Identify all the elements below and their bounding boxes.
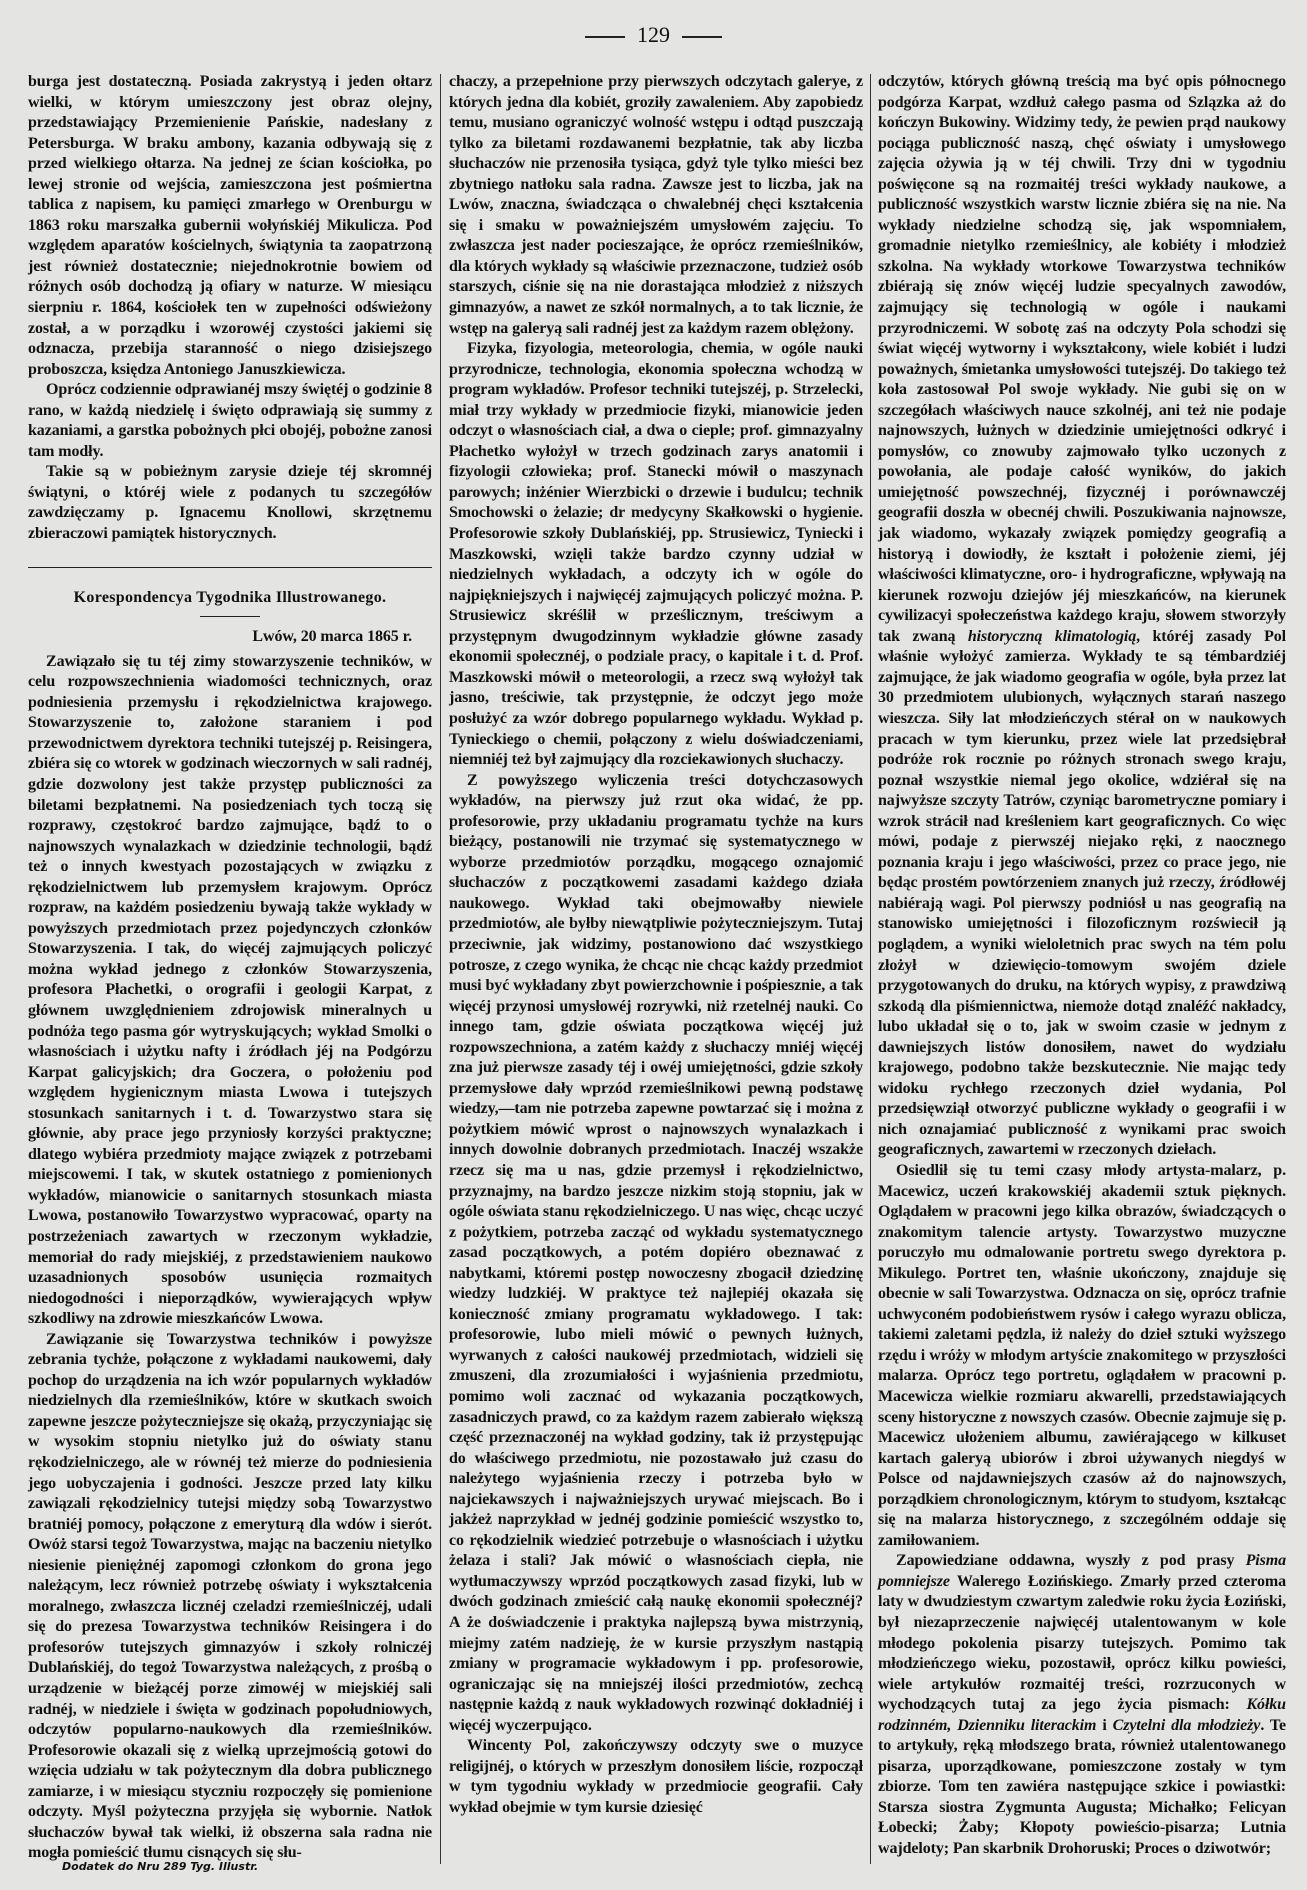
paragraph-text: Zawiązanie się Towarzystwa techników i powyższe zebrania tychże, połączone z wykładami naukowemi, dały pochop do urządzenia na ich wzór popularnych wykładów niedzielnych dla rzemieślników, które w skutkach swoich zapewne jeszcze pożyteczniejsze się okażą, przyczyniając się w wysokim stopniu nietylko już do oświaty stanu rękodzielniczego, ale w równéj też mierze do podniesienia jego uobyczajenia i godności. Jeszcze przed laty kilku zawiązali rękodzielnicy tutejsi między sobą Towarzystwo bratniéj pomocy, połączone z emeryturą dla wdów i sierót. Owóż starsi tegoż Towarzystwa, mając na baczeniu nietylko niesienie pieniężnéj zapomogi członkom do grona jego należącym, lecz również potrzebę oświaty i wykształcenia moralnego, zwłaszcza licznéj czeladzi rzemieślniczéj, udali się do prezesa Towarzystwa techników Reisingera i do profesorów tutejszych gimnazyów i szkoły rolniczéj Dublańskiéj, do tegoż Towarzystwa należących, z prośbą o urządzenie w bieżącéj porze zimowéj w miejskiéj sali radnéj, w niedziele i święta w godzinach popołudniowych, odczytów popularno-naukowych dla rzemieślników. Profesorowie okazali się z wielką uprzejmością gotowi do wzięcia udziału w tak pożytecznym dla dobra publicznego zamiarze, i w miesiącu styczniu rozpoczęły się pomienione odczyty. Myśl pożyteczna przyjęła się wybornie. Natłok słuchaczów bywał tak wielki, iż obszerna sala radna nie mogła pomieścić tłumu cisnących się słu-	[28, 1330, 432, 1862]
paragraph-text: Zawiązało się tu téj zimy stowarzyszenie techników, w celu rozpowszechnienia wiadomości technicznych, oraz podniesienia przemysłu i rękodzielnictwa krajowego. Stowarzyszenie to, założone staraniem i pod przewodnictwem dyrektora techniki tutejszéj p. Reisingera, zbiéra się co wtorek w godzinach wieczornych w sali radnéj, gdzie dozwolony jest także przystęp publiczności za biletami bezpłatnemi. Na posiedzeniach tych toczą się rozprawy, częstokroć bardzo zajmujące, bądź to o najnowszych wynalazkach w dziedzinie technologii, bądź też o innych kwestyach pozostających w związku z rękodzielnictwem lub przemysłem krajowym. Oprócz rozpraw, na każdém posiedzeniu bywają także wykłady w powyższych przedmiotach przez pojedynczych członków Stowarzyszenia. I tak, do więcéj zajmujących policzyć można wykład jednego z członków Stowarzyszenia, profesora Płachetki, o orografii i geologii Karpat, z głównem uwzględnieniem zdrojowisk mineralnych u podnóża tego pasma gór wytryskujących; wykład Smolki o własnościach i użytku nafty i źródłach jéj na Podgórzu Karpat galicyjskich; dra Goczera, o położeniu pod względem hygienicznym miasta Lwowa i tutejszych stosunkach sanitarnych i t. d. Towarzystwo stara się głównie, aby prace jego przyniosły korzyści praktyczne; dlatego wybiéra przedmioty mające związek z potrzebami miejscowemi. I tak, w skutek ostatniego z pomienionych wykładów, mianowicie o sanitarnych stosunkach miasta Lwowa, postanowiło Towarzystwo wypracować, oparty na postrzeżeniach zawartych w rzeczonym wykładzie, memoriał do rady miejskiéj, z przedstawieniem naukowo uzasadnionych sposobów usunięcia rozmaitych niedogodności i nieporządków, wywierających wpływ szkodliwy na zdrowie mieszkańców Lwowa.	[28, 652, 432, 1328]
article-paragraph	[28, 652, 432, 1330]
column-middle	[449, 72, 863, 1818]
article-paragraph	[28, 1330, 432, 1864]
article-paragraph	[449, 339, 863, 770]
column-rule	[440, 74, 441, 1864]
paragraph-text: Walerego Łozińskiego. Zmarły przed czteroma laty w dwudziestym czwartym zaledwie roku życia Łoziński, był niezaprzeczenie najwięcéj utalentowanym w kole młodego pokolenia pisarzy tutejszych. Pomimo tak młodzieńczego wieku, pozostawił, oprócz kilku powieści, wiele artykułów rozmaitéj treści, rozrzuconych w wychodzących tutaj za jego życia pismach:	[878, 1572, 1286, 1714]
dateline: Lwów, 20 marca 1865 r.	[252, 628, 412, 646]
paragraph-text: Oprócz codziennie odprawianéj mszy świętéj o godzinie 8 rano, w każdą niedzielę i święto odprawiają się summy z kazaniami, a garstka pobożnych płci obojéj, pobożne zanosi tam modły.	[28, 381, 433, 460]
article-paragraph	[449, 72, 863, 339]
italic-title: historyczną klimatologią	[967, 627, 1137, 645]
article-paragraph	[878, 72, 1286, 1161]
paragraph-text: Takie są w pobieżnym zarysie dzieje téj skromnéj świątyni, o któréj wiele z podanych tu szczegółów zawdzięczamy p. Ignacemu Knollowi, skrzętnemu zbieraczowi pamiątek historycznych.	[28, 463, 432, 543]
paragraph-text: . Te to artykuły, ręką młodszego brata, również utalentowanego pisarza, uporządkowane, pomieszczone zostały w tym zbiorze. Tom ten zawiéra następujące szkice i powiastki: Starsza siostra Zygmunta Augusta; Michałko; Felicyan Łobecki; Żaby; Kłopoty powieścio-pisarza; Lutnia wajdeloty; Pan skarbnik Drohoruski; Proces o dziwotwór;	[878, 1716, 1286, 1858]
section-heading: Korespondencya Tygodnika Illustrowanego.	[73, 588, 387, 606]
paragraph-text: odczytów, których główną treścią ma być opis północnego podgórza Karpat, wzdłuż całego pasma od Szlązka aż do kończyn Bukowiny. Widzimy tedy, że pewien prąd naukowy pociąga publiczność naszą, chęć oświaty i umysłowego zajęcia ożywia ją w téj chwili. Trzy dni w tygodniu poświęcone są na rozmaitéj treści wykłady naukowe, a publiczność wszystkich warstw licznie zbiéra się na nie. Na wykłady niedzielne schodzą się, jak wspomniałem, gromadnie nietylko rzemieślnicy, ale kobiéty i młodzież szkolna. Na wykłady wtorkowe Towarzystwa techników zbiérają się znów więcéj ludzie specyalnych zawodów, zajmujący się technologią w ogóle i naukami przyrodniczemi. W sobotę zaś na odczyty Pola schodzi się świat więcéj wytworny i wykształcony, wiele kobiét i ludzi poważnych, śmietanka umysłowości tutejszéj. Do takiego też koła zastosował Pol swoje wykłady. Nie gubi się on w szczegółach właściwych nauce szkolnéj, ani też nie podaje najnowszych, łużnych w dziedzinie umiejętności odkryć i pomysłów, co znowuby zajmowało tylko uczonych z powołania, ale podaje całość wyników, do jakich umiejętność powszechnéj, fizycznéj i porównawczéj geografii doszła w obecnéj chwili. Poszukiwania najnowsze, jak wiadomo, wykazały związek pomiędzy geografią a historyą i dowiodły, że kształt i położenie ziemi, jéj właściwości klimatyczne, oro- i hydrograficzne, wpływają na kierunek rozwoju dziejów jéj mieszkańców, na kierunek cywilizacyi społeczeństwa każdego kraju, słowem stworzyły tak zwaną	[878, 73, 1286, 645]
column-rule	[870, 74, 871, 1864]
paragraph-text: Zapowiedziane oddawna, wyszły z pod prasy	[896, 1552, 1246, 1570]
page-number-text: 129	[637, 22, 670, 47]
paragraph-text: chaczy, a przepełnione przy pierwszych odczytach galerye, z których jedna dla kobiét, groziły zawaleniem. Aby zapobiedz temu, musiano ograniczyć wolność wstępu i odtąd puszczają tylko za biletami rozdawanemi bezpłatnie, tak aby liczba słuchaczów nie przenosiła tysiąca, gdyż tyle tylko mieści bez zbytniego natłoku sala radna. Zawsze jest to liczba, jak na Lwów, znaczna, świadcząca o chwalebnéj chęci kształcenia się i smaku w poważniejszém umysłowém zajęciu. To zwłaszcza jest nader pocieszające, że oprócz rzemieślników, dla których wykłady są właściwie przeznaczone, tudzież osób starszych, ciśnie się na nie dorastająca młodzież z niższych gimnazyów, a nawet ze szkół normalnych, a to tak licznie, że wstęp na galeryą sali radnéj jest za każdym razem oblężony.	[449, 73, 863, 337]
column-right	[878, 72, 1286, 1860]
article-paragraph	[28, 380, 432, 462]
article-paragraph	[28, 462, 432, 544]
paragraph-text: Z powyższego wyliczenia treści dotychczasowych wykładów, na pierwszy już rzut oka widać, że pp. profesorowie, przy układaniu programatu tychże na kurs bieżący, postanowili nie trzymać się systematycznego w wyborze przedmiotów porządku, mogącego oznajomić słuchaczów z początkowemi zasadami każdego działa naukowego. Wykład taki obejmowałby niewiele przedmiotów, ale byłby niewątpliwie pożyteczniejszym. Tutaj przeciwnie, jak widzimy, postanowiono dać wszystkiego potrosze, z czego wynika, że chcąc nie chcąc każdy przedmiot musi być wykładany zbyt powierzchownie i pośpiesznie, a tak więcéj przynosi umysłowéj rozrywki, niż rzetelnéj nauki. Co innego tam, gdzie oświata początkowa więcéj już rozpowszechniona, a zatém każdy z słuchaczy mniéj więcéj zna już pierwsze zasady téj i owéj umiejętności, gdzie szkoły przemysłowe dały wprzód rzemieślnikowi pewną podstawę wiedzy,—tam nie potrzeba zapewne powtarzać się i można z pożytkiem mówić wprost o najnowszych wynalazkach i innych dowolnie dobranych przedmiotach. Inaczéj wszakże rzecz się ma u nas, gdzie przemysł i rękodzielnictwo, przyznajmy, na bardzo jeszcze nizkim stoją stopniu, jak w ogóle oświata stanu rękodzielniczego. U nas więc, chcąc uczyć z pożytkiem, potrzeba zacząć od wykładu systematycznego zasad początkowych, a potém dopiéro obeznawać z nabytkami, któremi postęp nowoczesny zbogacił dziedzinę wiedzy ludzkiéj. W praktyce też najlepiéj okazała się konieczność zmiany programatu wykładowego. I tak: profesorowie, lubo mieli mówić o pewnych łużnych, wyrwanych z całości naukowéj przedmiotach, widzieli się zmuszeni, dla zrozumiałości i wyjaśnienia przedmiotu, pomimo woli zacznać od wykazania początkowych, zasadniczych prawd, co za każdym razem zabierało większą część przeznaczonéj na wykład godziny, tak iż przystępując do właściwego przedmiotu, nie pozostawało już czasu do należytego wyjaśnienia rzeczy i potrzeba było w najciekawszych i najważniejszych urywać miejscach. Bo i jakżeż naprzykład w jednéj godzinie pomieścić wszystko to, co rękodzielnik wiedzieć potrzebuje o własnościach i użytku żelaza i stali? Jak mówić o własnościach ciepła, nie wytłumaczywszy wprzód początkowych zasad fizyki, lub w dwóch godzinach zmieścić całą naukę ekonomii społecznéj? A że doświadczenie i praktyka najlepszą bywa mistrzynią, miejmy zatém nadzieję, że w kursie przyszłym nastąpią zmiany w programacie wykładowym i pp. profesorowie, ograniczając się na mniejszéj ilości przedmiotów, zechcą następnie każdą z nauk wykładowych rozwinąć dokładniéj i więcéj wyczerpująco.	[449, 771, 863, 1734]
article-paragraph	[28, 72, 432, 380]
italic-title: Kółku rodzinném, Dzienniku literackim	[878, 1696, 1286, 1734]
short-rule	[200, 616, 260, 617]
ornament-dash	[682, 36, 722, 38]
paragraph-text: i	[1096, 1716, 1113, 1734]
page-number	[0, 22, 1307, 48]
article-paragraph	[878, 1161, 1286, 1551]
article-paragraph	[878, 1551, 1286, 1859]
ornament-dash	[585, 36, 625, 38]
paragraph-text: , któréj zasady Pol właśnie wyłożyć zamierza. Wykłady te są témbardziéj zajmujące, że jak wiadomo geografia w ogóle, była przez lat 30 przedmiotem ulubionych, wyłącznych starań naszego wieszcza. Siły lat młodzieńczych stérał on w naukowych pracach w tym kierunku, przez wiele lat przedsiębrał podróże rok rocznie po różnych stronach swego kraju, poznał wszystkie niemal jego okolice, wdziérał się na najwyższe szczyty Tatrów, czyniąc barometryczne pomiary i wzrok strácił nad kreśleniem kart geograficznych. Co więc mówi, podaje z pierwszéj niejako ręki, z naocznego poznania kraju i jego właściwości, przez co prace jego, nie będąc prostém powtórzeniem znanych już rzeczy, źródłowéj nabiérają wagi. Pol pierwszy podniósł u nas geografią na stanowisko umiejętności i filozoficznym rozświecił ją poglądem, a wyniki wieloletnich prac swych na tém polu złożył w dziewięcio-tomowym swojém dziele przygotowanych do druku, na których wypisy, z prawdziwą szkodą dla piśmiennictwa, niemoże dotąd znaléźć nakładcy, lubo układał się o to, jak w swoim czasie w jednym z dawniejszych listów donosiłem, nawet do wydziału krajowego, podobno także bezskutecznie. Nie mając tedy widoku rychłego rzeczonych dzieł wydania, Pol przedsięwziął otworzyć publiczne wykłady o geografii i w nich oznajamiać publiczność z wynikami prac swoich geograficznych, zawartemi w rzeczonych dziełach.	[878, 627, 1286, 1159]
italic-title: Pisma pomniejsze	[878, 1552, 1286, 1590]
supplement-footer: Dodatek do Nru 289 Tyg. Illustr.	[62, 1860, 259, 1873]
paragraph-text: Fizyka, fizyologia, meteorologia, chemia, w ogóle nauki przyrodnicze, technologia, ekonomia społeczna wchodzą w program wykładów. Profesor techniki tutejszéj, p. Strzelecki, miał trzy wykłady w przedmiocie fizyki, mianowicie jeden odczyt o własnościach ciał, a dwa o cieple; prof. gimnazyalny Płachetko wyłożył w trzech godzinach zarys anatomii i fizyologii człowieka; prof. Stanecki mówił o maszynach parowych; inżénier Wierzbicki o drzewie i budulcu; technik Smochowski o żelazie; dr medycyny Skałkowski o hygienie. Profesorowie szkoły Dublańskiéj, pp. Strusiewicz, Tyniecki i Maszkowski, wzięli także bardzo czynny udział w niedzielnych wykładach, a odczyty ich w ogóle do najpiękniejszych i najwięcéj zajmujących policzyć można. P. Strusiewicz skréślił w prześlicznym, treściwym a przystępnym dwugodzinnym wykładzie główne zasady ekonomii społecznéj, o podziale pracy, o kapitale i t. d. Prof. Maszkowski mówił o meteorologii, a rzecz swą wyłożył tak jasno, treściwie, tak przystępnie, że odczyt jego może posłużyć za wzór dobrego popularnego wykładu. Wykład p. Tynieckiego o chemii, połączony z wielu doświadczeniami, niemniéj też był zajmujący dla rozciekawionych słuchaczy.	[449, 340, 863, 769]
section-divider	[28, 567, 432, 568]
article-paragraph	[449, 771, 863, 1737]
paragraph-text: Osiedlił się tu temi czasy młody artysta-malarz, p. Macewicz, uczeń krakowskiéj akademii sztuk pięknych. Oglądałem w pracowni jego kilka obrazów, świadczących o znakomitym talencie artysty. Towarzystwo muzyczne poruczyło mu odmalowanie portretu swego dyrektora p. Mikulego. Portret ten, właśnie ukończony, znajduje się obecnie w sali Towarzystwa. Odznacza on się, oprócz trafnie uchwyconém podobieństwem rysów i całego wyrazu oblicza, takiemi zaletami pędzla, iż należy do dzieł sztuki wyższego rzędu i wróży w młodym artyście znakomitego w przyszłości malarza. Oprócz tego portretu, oglądałem w pracowni p. Macewicza wielkie rozmiaru akwarelli, przedstawiających sceny historyczne z nowszych czasów. Obecnie zajmuje się p. Macewicz ułożeniem albumu, zawiérającego w kilkuset kartach galeryą ubiorów i zbroi używanych niegdyś w Polsce od najdawniejszych czasów aż do najnowszych, porządkiem chronologicznym, którym to studyom, kształcąc się na malarza historycznego, z szczególném oddaje się zamiłowaniem.	[878, 1161, 1286, 1549]
column-left	[28, 72, 432, 1864]
paragraph-text: burga jest dostateczną. Posiada zakrystyą i jeden ołtarz wielki, w którym umieszczony jest obraz olejny, przedstawiający Przemienienie Pańskie, nadesłany z Petersburga. W braku ambony, kazania odbywają się z przed wielkiego ołtarza. Na jednej ze ścian kościołka, po lewej stronie od wejścia, zamieszczona jest pośmiertna tablica z napisem, ku pamięci zmarłego w Orenburgu w 1863 roku marszałka gubernii wołyńskiéj Mikulicza. Pod względem aparatów kościelnych, świątynia ta zaopatrzoną jest również dostatecznie; niejednokrotnie bowiem od różnych osób dochodzą ją ofiary w naturze. W miesiącu sierpniu r. 1864, kościołek ten w zupełności odświeżony został, a w porządku i wzorowéj czystości jakiemi się odznacza, przebija staranność o niego dzisiejszego proboszcza, księdza Antoniego Januszkiewicza.	[28, 73, 432, 378]
paragraph-text: Wincenty Pol, zakończywszy odczyty swe o muzyce religijnéj, o których w przeszłym donosiłem liście, rozpoczął w tym tygodniu wykłady w przedmiocie geografii. Cały wykład obejmie w tym kursie dziesięć	[449, 1737, 863, 1816]
italic-title: Czytelni dla młodzieży	[1112, 1716, 1261, 1734]
article-paragraph	[449, 1736, 863, 1818]
